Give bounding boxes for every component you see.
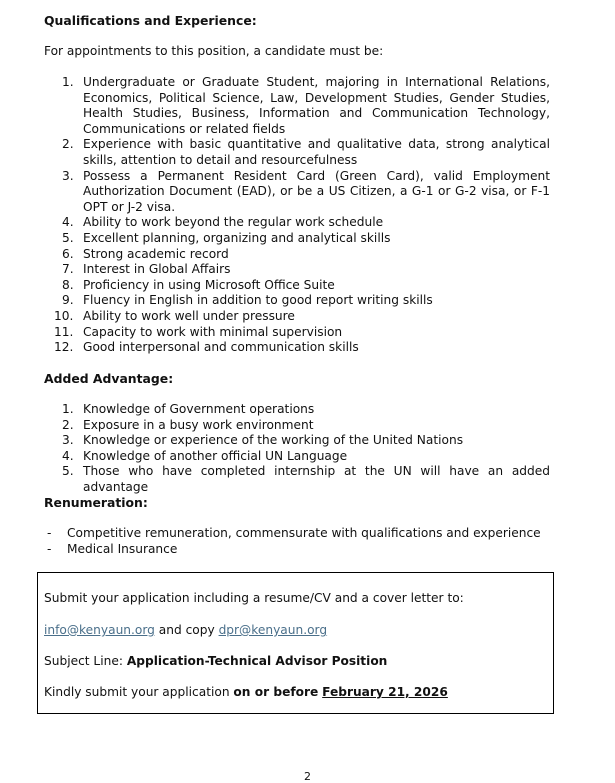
list-item-text: Medical Insurance [67,541,178,556]
list-item-text: Excellent planning, organizing and analytical skills [83,230,391,245]
list-number: 3. [62,168,74,183]
subject-line [44,654,387,668]
qualifications-heading: Qualifications and Experience: [44,13,257,28]
list-number: 10. [54,308,74,323]
list-item-text: Exposure in a busy work environment [83,417,314,432]
list-number: 1. [62,402,74,416]
qualifications-list [44,75,550,356]
list-item-text: Knowledge of another official UN Language [83,448,348,463]
list-number: 9. [62,293,74,308]
list-item-text: Fluency in English in addition to good report writing skills [83,293,433,308]
qualification-item [44,75,550,137]
qualification-item [44,278,550,294]
subject-label: Subject Line: [44,654,123,668]
dash-bullet: - [47,541,52,556]
application-instruction: Submit your application including a resume/CV and a cover letter to: [44,591,464,605]
deadline-line [44,685,448,699]
copy-email-link[interactable]: dpr@kenyaun.org [218,623,328,637]
list-item-text: Capacity to work with minimal supervision [83,324,343,339]
renumeration-heading: Renumeration: [44,495,148,510]
qualification-item [44,325,550,341]
qualification-item [44,309,550,325]
qualification-item [44,215,550,231]
list-item-text: Proficiency in using Microsoft Office Suite [83,277,335,292]
list-item-text: Undergraduate or Graduate Student, majoring in International Relations, Economics, Political Science, Law, Development Studies, Gender Studies, Health Studies, Business, Information and Communication Technology, Communications or related fields [83,75,550,136]
deadline-text: Kindly submit your application [44,685,230,699]
email-line [44,623,327,637]
list-item-text: Knowledge of Government operations [83,402,315,416]
list-number: 2. [62,137,74,152]
subject-value: Application-Technical Advisor Position [126,654,388,668]
list-item-text: Competitive remuneration, commensurate with qualifications and experience [67,526,541,540]
dash-bullet: - [47,526,52,540]
advantage-item [44,402,550,418]
qualifications-intro: For appointments to this position, a candidate must be: [44,44,384,58]
list-number: 5. [62,464,74,479]
copy-text: and copy [158,623,215,637]
qualification-item [44,293,550,309]
qualification-item [44,247,550,263]
list-item-text: Possess a Permanent Resident Card (Green Card), valid Employment Authorization Document (EAD), or be a US Citizen, a G-1 or G-2 visa, or F-1 OPT or J-2 visa. [83,168,550,214]
list-number: 2. [62,417,74,432]
list-item-text: Experience with basic quantitative and qualitative data, strong analytical skills, attention to detail and resourcefulness [83,137,550,167]
advantage-item [44,464,550,495]
advantage-list [44,402,550,496]
list-item-text: Strong academic record [83,246,229,261]
qualification-item [44,262,550,278]
list-number: 4. [62,448,74,463]
list-number: 4. [62,215,74,230]
deadline-qualifier: on or before [233,685,319,699]
list-item-text: Those who have completed internship at the UN will have an added advantage [83,464,550,494]
advantage-item [44,418,550,434]
list-item-text: Good interpersonal and communication skills [83,340,359,355]
list-item-text: Interest in Global Affairs [83,262,231,277]
advantage-item [44,449,550,465]
list-number: 5. [62,230,74,245]
renumeration-list [44,526,541,557]
renumeration-item [44,542,541,558]
page-number: 2 [304,770,311,783]
list-item-text: Knowledge or experience of the working of the United Nations [83,433,464,448]
advantage-item [44,433,550,449]
application-box [37,572,554,714]
list-number: 8. [62,277,74,292]
list-number: 11. [54,324,74,339]
added-advantage-heading: Added Advantage: [44,371,174,386]
primary-email-link[interactable]: info@kenyaun.org [44,623,155,637]
renumeration-item [44,526,541,542]
list-item-text: Ability to work well under pressure [83,308,295,323]
deadline-date: February 21, 2026 [322,685,448,699]
list-number: 3. [62,433,74,448]
qualification-item [44,231,550,247]
list-number: 12. [54,340,74,355]
list-number: 1. [62,75,74,89]
qualification-item [44,137,550,168]
list-item-text: Ability to work beyond the regular work schedule [83,215,384,230]
list-number: 6. [62,246,74,261]
list-number: 7. [62,262,74,277]
qualification-item [44,340,550,356]
qualification-item [44,169,550,216]
